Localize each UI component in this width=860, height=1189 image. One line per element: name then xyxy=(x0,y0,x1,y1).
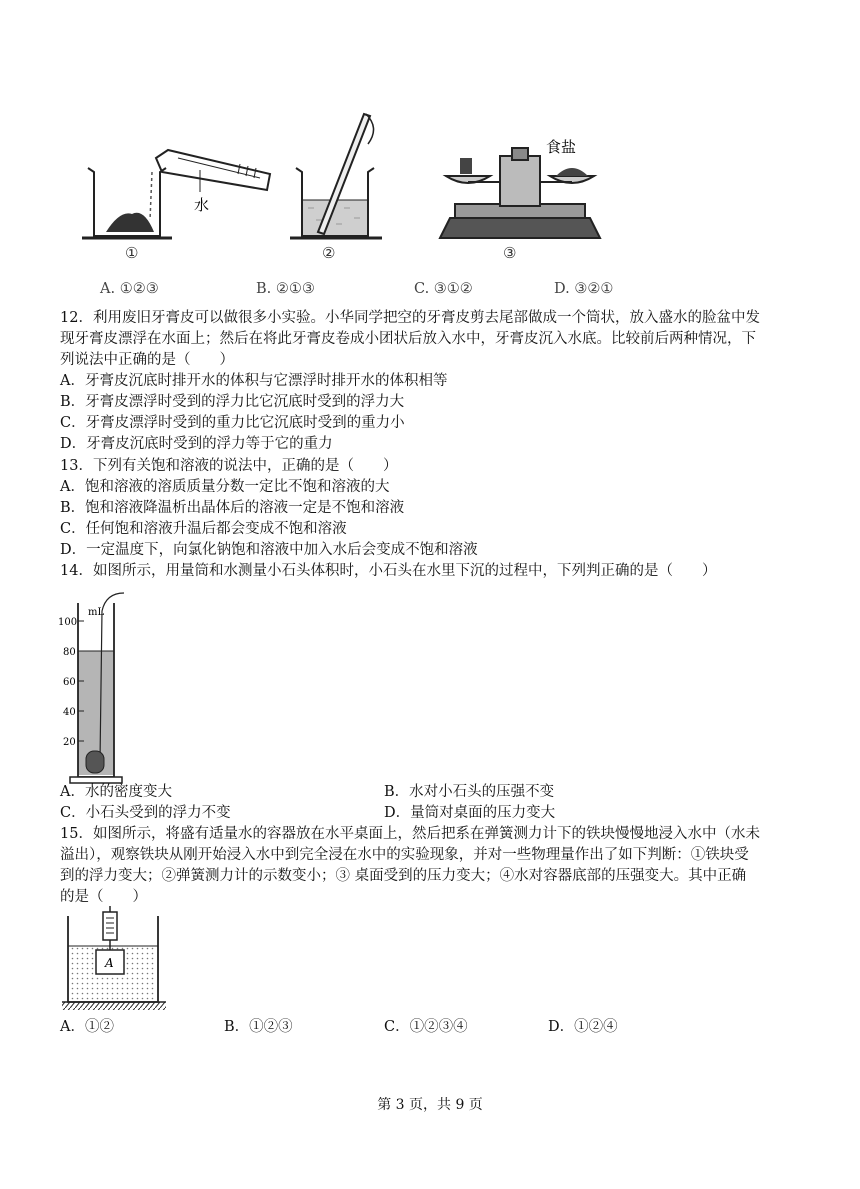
q15-stem-line-3: 到的浮力变大；②弹簧测力计的示数变小；③ 桌面受到的压力变大；④水对容器底部的压强变大。其中正确 xyxy=(60,868,747,884)
q12-stem-line-1: 12．利用废旧牙膏皮可以做很多小实验。小华同学把空的牙膏皮剪去尾部做成一个筒状，放入盛水的脸盆中发 xyxy=(60,310,760,326)
q11-figure xyxy=(60,100,620,290)
q14-option-c[interactable]: C．小石头受到的浮力不变 xyxy=(60,805,231,821)
q14-option-b[interactable]: B．水对小石头的压强不变 xyxy=(384,784,555,800)
q15-stem-line-2: 溢出），观察铁块从刚开始浸入水中到完全浸在水中的实验现象，并对一些物理量作出了如下判断：①铁块受 xyxy=(60,847,749,863)
q15-option-b[interactable]: B．①②③ xyxy=(224,1019,293,1035)
q14-option-a[interactable]: A．水的密度变大 xyxy=(60,784,172,800)
salt-label: 食盐 xyxy=(546,138,577,156)
cylinder-unit: mL xyxy=(88,607,105,618)
q11-option-a[interactable]: A. ①②③ xyxy=(100,281,159,297)
scale-40: 40 xyxy=(63,707,76,718)
salt-pile xyxy=(556,168,588,176)
figure-label-2: ② xyxy=(322,244,336,262)
q12-option-c[interactable]: C．牙膏皮漂浮时受到的重力比它沉底时受到的重力小 xyxy=(60,415,405,431)
q12-stem-line-2: 现牙膏皮漂浮在水面上；然后在将此牙膏皮卷成小团状后放入水中，牙膏皮沉入水底。比较前后两种情况，下 xyxy=(60,331,756,347)
q14-option-d[interactable]: D．量筒对桌面的压力变大 xyxy=(384,805,556,821)
q13-option-a[interactable]: A．饱和溶液的溶质质量分数一定比不饱和溶液的大 xyxy=(60,479,390,495)
scale-60: 60 xyxy=(63,677,76,688)
page-footer: 第 3 页，共 9 页 xyxy=(377,1097,483,1113)
q13-option-b[interactable]: B．饱和溶液降温析出晶体后的溶液一定是不饱和溶液 xyxy=(60,500,405,516)
powder xyxy=(106,213,154,232)
scale-100: 100 xyxy=(58,617,78,628)
q15-option-d[interactable]: D．①②④ xyxy=(548,1019,618,1035)
stone xyxy=(86,751,104,773)
q15-option-a[interactable]: A．①② xyxy=(60,1019,114,1035)
table-surface xyxy=(62,1002,166,1010)
q15-stem-line-1: 15．如图所示，将盛有适量水的容器放在水平桌面上，然后把系在弹簧测力计下的铁块慢慢地浸入水中（水未 xyxy=(60,826,760,842)
graduated-cylinder-figure xyxy=(58,585,148,785)
q11-option-d[interactable]: D. ③②① xyxy=(554,281,614,297)
graduated-cylinder xyxy=(58,585,148,785)
q11-option-c[interactable]: C. ③①② xyxy=(414,281,473,297)
weight xyxy=(460,158,472,174)
q13-stem: 13．下列有关饱和溶液的说法中，正确的是（ ） xyxy=(60,458,398,474)
scale-80: 80 xyxy=(63,647,76,658)
spring-scale-diagram xyxy=(60,906,170,1014)
q12-option-d[interactable]: D．牙膏皮沉底时受到的浮力等于它的重力 xyxy=(60,436,333,452)
water-stream xyxy=(150,172,152,220)
q12-option-b[interactable]: B．牙膏皮漂浮时受到的浮力比它沉底时受到的浮力大 xyxy=(60,394,405,410)
water-label: 水 xyxy=(194,196,210,214)
spring-scale xyxy=(103,912,117,940)
q14-stem: 14．如图所示，用量筒和水测量小石头体积时，小石头在水里下沉的过程中，下列判正确的是（ ） xyxy=(60,563,717,579)
spring-scale-figure xyxy=(60,906,170,1014)
tilted-cylinder xyxy=(156,150,270,190)
q12-option-a[interactable]: A．牙膏皮沉底时排开水的体积与它漂浮时排开水的体积相等 xyxy=(60,373,448,389)
q11-diagram xyxy=(60,100,620,290)
q13-option-d[interactable]: D．一定温度下，向氯化钠饱和溶液中加入水后会变成不饱和溶液 xyxy=(60,542,478,558)
q12-stem-line-3: 列说法中正确的是（ ） xyxy=(60,352,234,368)
scale-20: 20 xyxy=(63,737,76,748)
q11-option-b[interactable]: B. ②①③ xyxy=(256,281,315,297)
block-label: A xyxy=(105,956,114,970)
q15-stem-line-4: 的是（ ） xyxy=(60,889,147,905)
figure-label-3: ③ xyxy=(503,244,517,262)
q13-option-c[interactable]: C．任何饱和溶液升温后都会变成不饱和溶液 xyxy=(60,521,347,537)
q15-option-c[interactable]: C．①②③④ xyxy=(384,1019,468,1035)
figure-label-1: ① xyxy=(125,244,139,262)
